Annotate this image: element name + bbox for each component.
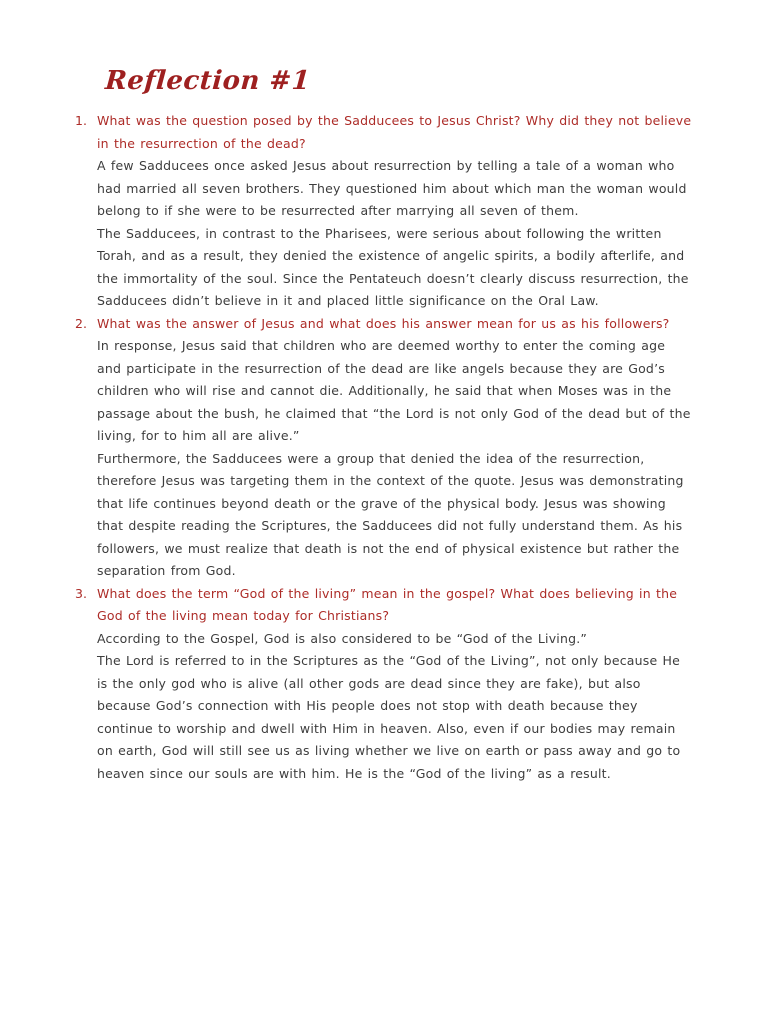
question-list <box>75 110 695 785</box>
question-content <box>97 313 692 583</box>
answer-paragraph: The Sadducees, in contrast to the Pharisees, were serious about following the written Torah, and as a result, they denied the existence of angelic spirits, a bodily afterlife, and the immortality of the soul. Since the Pentateuch doesn’t clearly discuss resurrection, the Sadducees didn’t believe in it and placed little significance on the Oral Law. <box>97 225 689 308</box>
page-title: Reflection #1 <box>104 66 312 96</box>
answer-paragraph: According to the Gospel, God is also considered to be “God of the Living.” <box>97 630 588 646</box>
question-text: What does the term “God of the living” mean in the gospel? What does believing in the God of the living mean today for Christians? <box>97 585 678 623</box>
question-number: 2. <box>75 315 87 331</box>
question-number: 1. <box>75 113 87 128</box>
question-block-1 <box>75 110 695 313</box>
question-number: 3. <box>75 585 87 601</box>
answer-paragraph: A few Sadducees once asked Jesus about resurrection by telling a tale of a woman who had married all seven brothers. They questioned him about which man the woman would belong to if she were to be resurrected after marrying all seven of them. <box>97 158 687 218</box>
question-content <box>97 110 692 313</box>
question-block-3 <box>75 583 695 786</box>
question-block-2 <box>75 313 695 583</box>
answer-paragraph: The Lord is referred to in the Scriptures as the “God of the Living”, not only because He is the only god who is alive (all other gods are dead since they are fake), but also because God’s connection with His people does not stop with death because they continue to worship and dwell with Him in heaven. Also, even if our bodies may remain on earth, God will still see us as living whether we live on earth or pass away and go to heaven since our souls are with him. He is the “God of the living” as a result. <box>97 653 681 781</box>
question-content <box>97 583 692 786</box>
question-text: What was the question posed by the Sadducees to Jesus Christ? Why did they not believe in the resurrection of the dead? <box>97 113 692 151</box>
question-text: What was the answer of Jesus and what does his answer mean for us as his followers? <box>97 315 670 331</box>
answer-paragraph: Furthermore, the Sadducees were a group that denied the idea of the resurrection, therefore Jesus was targeting them in the context of the quote. Jesus was demonstrating that life continues beyond death or the grave of the physical body. Jesus was showing that despite reading the Scriptures, the Sadducees did not fully understand them. As his followers, we must realize that death is not the end of physical existence but rather the separation from God. <box>97 450 684 578</box>
answer-paragraph: In response, Jesus said that children who are deemed worthy to enter the coming age and participate in the resurrection of the dead are like angels because they are God’s children who will rise and cannot die. Additionally, he said that when Moses was in the passage about the bush, he claimed that “the Lord is not only God of the dead but of the living, for to him all are alive.” <box>97 338 691 443</box>
